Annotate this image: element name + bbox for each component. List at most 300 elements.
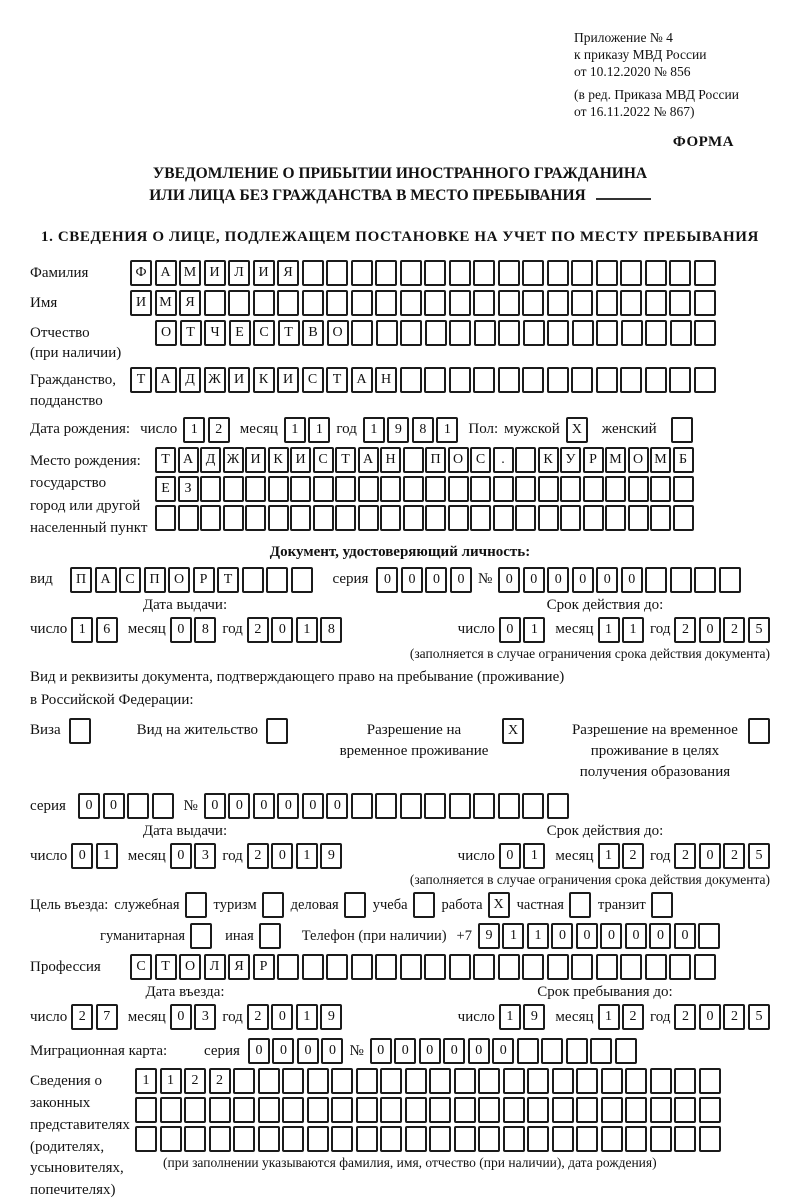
char-cell[interactable] [380, 1126, 402, 1152]
char-cell[interactable]: 0 [170, 843, 192, 869]
char-cell[interactable]: Д [200, 447, 221, 473]
char-cell[interactable]: 1 [499, 1004, 521, 1030]
char-cell[interactable] [242, 567, 264, 593]
char-cell[interactable]: 0 [370, 1038, 392, 1064]
char-cell[interactable] [448, 505, 469, 531]
char-cell[interactable] [291, 567, 313, 593]
char-cell[interactable] [425, 505, 446, 531]
char-cell[interactable]: Р [583, 447, 604, 473]
char-cell[interactable]: 2 [208, 417, 230, 443]
checkbox-cell[interactable] [262, 892, 284, 918]
char-cell[interactable]: М [605, 447, 626, 473]
char-cell[interactable] [233, 1097, 255, 1123]
char-cell[interactable] [522, 367, 544, 393]
char-cell[interactable]: 7 [96, 1004, 118, 1030]
char-cell[interactable]: О [448, 447, 469, 473]
char-cell[interactable] [719, 567, 741, 593]
char-cell[interactable]: Н [375, 367, 397, 393]
char-cell[interactable]: 1 [598, 843, 620, 869]
char-cell[interactable] [268, 505, 289, 531]
char-cell[interactable]: Т [155, 954, 177, 980]
char-cell[interactable]: 9 [320, 843, 342, 869]
char-cell[interactable]: 0 [551, 923, 573, 949]
char-cell[interactable]: 2 [723, 1004, 745, 1030]
char-cell[interactable] [135, 1097, 157, 1123]
char-cell[interactable] [209, 1097, 231, 1123]
char-cell[interactable]: 1 [436, 417, 458, 443]
char-cell[interactable] [223, 505, 244, 531]
char-cell[interactable] [571, 260, 593, 286]
purpose-tourism[interactable]: туризм [214, 892, 284, 918]
char-cell[interactable]: 2 [674, 1004, 696, 1030]
char-cell[interactable]: 0 [699, 617, 721, 643]
char-cell[interactable] [473, 793, 495, 819]
char-cell[interactable]: С [313, 447, 334, 473]
char-cell[interactable] [493, 476, 514, 502]
char-cell[interactable]: 2 [247, 843, 269, 869]
char-cell[interactable]: 2 [674, 843, 696, 869]
char-cell[interactable] [601, 1097, 623, 1123]
char-cell[interactable]: И [245, 447, 266, 473]
char-cell[interactable] [576, 1068, 598, 1094]
char-cell[interactable]: 0 [699, 843, 721, 869]
char-cell[interactable]: И [130, 290, 152, 316]
char-cell[interactable] [375, 290, 397, 316]
official-checkbox[interactable] [185, 892, 207, 918]
checkbox-cell[interactable] [413, 892, 435, 918]
char-cell[interactable] [517, 1038, 539, 1064]
char-cell[interactable]: 2 [247, 1004, 269, 1030]
char-cell[interactable]: Т [326, 367, 348, 393]
char-cell[interactable] [403, 476, 424, 502]
char-cell[interactable] [449, 954, 471, 980]
char-cell[interactable] [699, 1097, 721, 1123]
char-cell[interactable] [209, 1126, 231, 1152]
char-cell[interactable]: 0 [621, 567, 643, 593]
char-cell[interactable] [302, 290, 324, 316]
char-cell[interactable]: 0 [272, 1038, 294, 1064]
char-cell[interactable] [228, 290, 250, 316]
char-cell[interactable] [621, 320, 643, 346]
char-cell[interactable]: Л [228, 260, 250, 286]
char-cell[interactable] [560, 505, 581, 531]
char-cell[interactable] [326, 290, 348, 316]
char-cell[interactable]: А [95, 567, 117, 593]
char-cell[interactable]: Т [180, 320, 202, 346]
char-cell[interactable]: О [168, 567, 190, 593]
tourism-checkbox[interactable] [262, 892, 284, 918]
checkbox-cell[interactable] [344, 892, 366, 918]
char-cell[interactable] [673, 476, 694, 502]
char-cell[interactable] [424, 793, 446, 819]
work-checkbox[interactable] [488, 892, 510, 918]
char-cell[interactable] [547, 320, 569, 346]
char-cell[interactable]: 1 [363, 417, 385, 443]
char-cell[interactable] [160, 1097, 182, 1123]
char-cell[interactable]: 1 [296, 843, 318, 869]
char-cell[interactable] [571, 367, 593, 393]
char-cell[interactable] [351, 954, 373, 980]
char-cell[interactable]: М [650, 447, 671, 473]
purpose-business[interactable]: деловая [291, 892, 366, 918]
char-cell[interactable] [650, 1097, 672, 1123]
char-cell[interactable] [405, 1097, 427, 1123]
char-cell[interactable] [669, 367, 691, 393]
char-cell[interactable] [538, 505, 559, 531]
char-cell[interactable] [454, 1068, 476, 1094]
char-cell[interactable] [522, 260, 544, 286]
char-cell[interactable] [674, 1097, 696, 1123]
char-cell[interactable] [566, 1038, 588, 1064]
char-cell[interactable]: Д [179, 367, 201, 393]
char-cell[interactable]: 1 [296, 617, 318, 643]
char-cell[interactable] [699, 1126, 721, 1152]
char-cell[interactable] [326, 260, 348, 286]
char-cell[interactable]: 0 [394, 1038, 416, 1064]
char-cell[interactable] [572, 320, 594, 346]
char-cell[interactable] [302, 260, 324, 286]
char-cell[interactable]: О [628, 447, 649, 473]
char-cell[interactable]: 2 [184, 1068, 206, 1094]
purpose-other[interactable]: иная [225, 923, 281, 949]
char-cell[interactable]: . [493, 447, 514, 473]
char-cell[interactable] [403, 447, 424, 473]
char-cell[interactable]: 2 [723, 843, 745, 869]
char-cell[interactable] [601, 1068, 623, 1094]
char-cell[interactable] [605, 476, 626, 502]
char-cell[interactable]: 0 [271, 843, 293, 869]
char-cell[interactable] [625, 1068, 647, 1094]
char-cell[interactable] [552, 1097, 574, 1123]
char-cell[interactable]: 0 [78, 793, 100, 819]
char-cell[interactable]: 0 [699, 1004, 721, 1030]
char-cell[interactable] [277, 290, 299, 316]
purpose-official[interactable]: служебная [114, 892, 206, 918]
humanitarian-checkbox[interactable] [190, 923, 212, 949]
char-cell[interactable] [233, 1068, 255, 1094]
business-checkbox[interactable] [344, 892, 366, 918]
char-cell[interactable] [620, 290, 642, 316]
char-cell[interactable] [698, 923, 720, 949]
char-cell[interactable]: 1 [527, 923, 549, 949]
char-cell[interactable] [449, 260, 471, 286]
char-cell[interactable] [313, 476, 334, 502]
char-cell[interactable] [547, 260, 569, 286]
char-cell[interactable]: А [351, 367, 373, 393]
char-cell[interactable] [380, 1068, 402, 1094]
char-cell[interactable]: А [178, 447, 199, 473]
char-cell[interactable]: 1 [71, 617, 93, 643]
char-cell[interactable]: 0 [271, 1004, 293, 1030]
char-cell[interactable]: И [253, 260, 275, 286]
char-cell[interactable] [523, 320, 545, 346]
char-cell[interactable]: И [228, 367, 250, 393]
char-cell[interactable]: Ф [130, 260, 152, 286]
char-cell[interactable] [571, 954, 593, 980]
char-cell[interactable]: 1 [598, 1004, 620, 1030]
char-cell[interactable]: С [302, 367, 324, 393]
char-cell[interactable] [400, 290, 422, 316]
char-cell[interactable] [645, 260, 667, 286]
char-cell[interactable] [596, 290, 618, 316]
char-cell[interactable]: 0 [277, 793, 299, 819]
residence-permit-checkbox[interactable] [266, 718, 288, 744]
char-cell[interactable] [470, 505, 491, 531]
char-cell[interactable]: 0 [499, 843, 521, 869]
char-cell[interactable] [650, 476, 671, 502]
char-cell[interactable] [258, 1097, 280, 1123]
char-cell[interactable]: 2 [622, 843, 644, 869]
char-cell[interactable] [200, 476, 221, 502]
char-cell[interactable]: 0 [596, 567, 618, 593]
char-cell[interactable]: 0 [600, 923, 622, 949]
char-cell[interactable] [253, 290, 275, 316]
char-cell[interactable]: 2 [71, 1004, 93, 1030]
checkbox-cell[interactable] [69, 718, 91, 744]
char-cell[interactable] [473, 954, 495, 980]
purpose-humanitarian[interactable]: гуманитарная [100, 923, 212, 949]
char-cell[interactable] [268, 476, 289, 502]
char-cell[interactable] [596, 367, 618, 393]
char-cell[interactable]: 9 [478, 923, 500, 949]
char-cell[interactable] [400, 367, 422, 393]
char-cell[interactable] [547, 793, 569, 819]
char-cell[interactable] [583, 505, 604, 531]
char-cell[interactable] [358, 505, 379, 531]
purpose-work[interactable]: работа X [442, 892, 510, 918]
checkbox-cell[interactable]: X [488, 892, 510, 918]
char-cell[interactable]: В [302, 320, 324, 346]
char-cell[interactable] [673, 505, 694, 531]
char-cell[interactable] [576, 1097, 598, 1123]
char-cell[interactable] [498, 954, 520, 980]
char-cell[interactable]: 0 [297, 1038, 319, 1064]
char-cell[interactable]: И [204, 260, 226, 286]
char-cell[interactable] [266, 567, 288, 593]
char-cell[interactable] [620, 260, 642, 286]
char-cell[interactable] [429, 1097, 451, 1123]
char-cell[interactable] [571, 290, 593, 316]
char-cell[interactable]: 0 [170, 617, 192, 643]
char-cell[interactable] [498, 260, 520, 286]
char-cell[interactable] [583, 476, 604, 502]
char-cell[interactable] [625, 1126, 647, 1152]
char-cell[interactable] [699, 1068, 721, 1094]
char-cell[interactable]: 0 [401, 567, 423, 593]
char-cell[interactable]: А [155, 260, 177, 286]
purpose-private[interactable]: частная [517, 892, 591, 918]
char-cell[interactable] [184, 1126, 206, 1152]
char-cell[interactable] [331, 1097, 353, 1123]
char-cell[interactable] [245, 505, 266, 531]
char-cell[interactable]: 0 [492, 1038, 514, 1064]
char-cell[interactable] [645, 320, 667, 346]
study-checkbox[interactable] [413, 892, 435, 918]
char-cell[interactable] [245, 476, 266, 502]
char-cell[interactable] [448, 476, 469, 502]
char-cell[interactable] [223, 476, 244, 502]
checkbox-cell[interactable] [185, 892, 207, 918]
char-cell[interactable] [694, 290, 716, 316]
char-cell[interactable] [376, 320, 398, 346]
char-cell[interactable] [429, 1068, 451, 1094]
sex-male-checkbox[interactable] [566, 417, 588, 443]
char-cell[interactable]: 0 [499, 617, 521, 643]
char-cell[interactable] [403, 505, 424, 531]
char-cell[interactable]: 1 [622, 617, 644, 643]
char-cell[interactable]: Я [179, 290, 201, 316]
char-cell[interactable]: 9 [523, 1004, 545, 1030]
checkbox-cell[interactable] [651, 892, 673, 918]
char-cell[interactable] [356, 1068, 378, 1094]
char-cell[interactable] [625, 1097, 647, 1123]
char-cell[interactable] [307, 1068, 329, 1094]
char-cell[interactable] [527, 1097, 549, 1123]
char-cell[interactable] [200, 505, 221, 531]
char-cell[interactable] [473, 290, 495, 316]
char-cell[interactable]: Ж [204, 367, 226, 393]
char-cell[interactable] [425, 320, 447, 346]
char-cell[interactable] [670, 567, 692, 593]
char-cell[interactable] [178, 505, 199, 531]
char-cell[interactable]: 5 [748, 843, 770, 869]
char-cell[interactable] [449, 290, 471, 316]
char-cell[interactable] [560, 476, 581, 502]
option-visa[interactable]: Виза [30, 718, 91, 744]
char-cell[interactable] [474, 320, 496, 346]
char-cell[interactable] [596, 954, 618, 980]
char-cell[interactable]: 0 [71, 843, 93, 869]
char-cell[interactable]: 0 [450, 567, 472, 593]
temp-residence-checkbox[interactable] [502, 718, 524, 744]
char-cell[interactable] [552, 1068, 574, 1094]
char-cell[interactable]: Б [673, 447, 694, 473]
char-cell[interactable] [498, 793, 520, 819]
char-cell[interactable]: 0 [103, 793, 125, 819]
char-cell[interactable] [669, 954, 691, 980]
char-cell[interactable] [645, 367, 667, 393]
char-cell[interactable]: 0 [204, 793, 226, 819]
char-cell[interactable] [552, 1126, 574, 1152]
char-cell[interactable]: М [155, 290, 177, 316]
char-cell[interactable] [405, 1126, 427, 1152]
char-cell[interactable] [127, 793, 149, 819]
char-cell[interactable] [400, 320, 422, 346]
option-residence-permit[interactable]: Вид на жительство [137, 718, 288, 744]
char-cell[interactable] [258, 1068, 280, 1094]
checkbox-cell[interactable] [671, 417, 693, 443]
char-cell[interactable]: И [290, 447, 311, 473]
char-cell[interactable]: С [253, 320, 275, 346]
checkbox-cell[interactable]: X [566, 417, 588, 443]
char-cell[interactable]: 0 [248, 1038, 270, 1064]
char-cell[interactable] [135, 1126, 157, 1152]
char-cell[interactable] [515, 505, 536, 531]
visa-checkbox[interactable] [69, 718, 91, 744]
char-cell[interactable]: 1 [523, 843, 545, 869]
char-cell[interactable]: Я [228, 954, 250, 980]
char-cell[interactable]: 0 [625, 923, 647, 949]
temp-residence-education-checkbox[interactable] [748, 718, 770, 744]
char-cell[interactable] [527, 1068, 549, 1094]
char-cell[interactable]: 2 [247, 617, 269, 643]
char-cell[interactable] [650, 505, 671, 531]
char-cell[interactable] [204, 290, 226, 316]
char-cell[interactable]: К [268, 447, 289, 473]
char-cell[interactable]: 0 [376, 567, 398, 593]
char-cell[interactable]: 0 [326, 793, 348, 819]
char-cell[interactable] [645, 290, 667, 316]
char-cell[interactable]: 1 [284, 417, 306, 443]
char-cell[interactable] [645, 954, 667, 980]
char-cell[interactable]: З [178, 476, 199, 502]
char-cell[interactable]: Н [380, 447, 401, 473]
char-cell[interactable]: А [155, 367, 177, 393]
char-cell[interactable]: 0 [302, 793, 324, 819]
char-cell[interactable]: И [277, 367, 299, 393]
char-cell[interactable] [233, 1126, 255, 1152]
checkbox-cell[interactable] [569, 892, 591, 918]
char-cell[interactable]: 1 [183, 417, 205, 443]
char-cell[interactable] [424, 954, 446, 980]
char-cell[interactable] [503, 1097, 525, 1123]
char-cell[interactable] [694, 320, 716, 346]
option-temp-residence-education[interactable]: Разрешение на временное проживание в целях получения образования [570, 718, 770, 783]
char-cell[interactable] [515, 476, 536, 502]
char-cell[interactable] [400, 954, 422, 980]
char-cell[interactable] [358, 476, 379, 502]
char-cell[interactable]: 2 [209, 1068, 231, 1094]
phone-cells[interactable] [478, 923, 721, 949]
char-cell[interactable] [449, 320, 471, 346]
char-cell[interactable]: 3 [194, 1004, 216, 1030]
char-cell[interactable]: 0 [425, 567, 447, 593]
transit-checkbox[interactable] [651, 892, 673, 918]
char-cell[interactable] [152, 793, 174, 819]
char-cell[interactable] [449, 793, 471, 819]
sex-female-checkbox[interactable] [671, 417, 693, 443]
char-cell[interactable] [596, 260, 618, 286]
char-cell[interactable] [473, 260, 495, 286]
char-cell[interactable] [424, 260, 446, 286]
char-cell[interactable] [596, 320, 618, 346]
checkbox-cell[interactable] [190, 923, 212, 949]
char-cell[interactable]: 5 [748, 617, 770, 643]
char-cell[interactable] [331, 1126, 353, 1152]
char-cell[interactable]: 0 [523, 567, 545, 593]
char-cell[interactable] [335, 476, 356, 502]
char-cell[interactable] [282, 1126, 304, 1152]
purpose-transit[interactable]: транзит [598, 892, 673, 918]
char-cell[interactable]: 2 [723, 617, 745, 643]
char-cell[interactable]: 9 [387, 417, 409, 443]
char-cell[interactable]: Ч [204, 320, 226, 346]
char-cell[interactable]: П [425, 447, 446, 473]
char-cell[interactable] [277, 954, 299, 980]
other-checkbox[interactable] [259, 923, 281, 949]
char-cell[interactable] [473, 367, 495, 393]
char-cell[interactable] [400, 260, 422, 286]
char-cell[interactable] [478, 1068, 500, 1094]
char-cell[interactable]: 1 [96, 843, 118, 869]
char-cell[interactable]: 0 [649, 923, 671, 949]
char-cell[interactable] [498, 290, 520, 316]
char-cell[interactable]: О [155, 320, 177, 346]
char-cell[interactable] [375, 260, 397, 286]
char-cell[interactable]: П [144, 567, 166, 593]
char-cell[interactable]: 1 [296, 1004, 318, 1030]
char-cell[interactable] [302, 954, 324, 980]
